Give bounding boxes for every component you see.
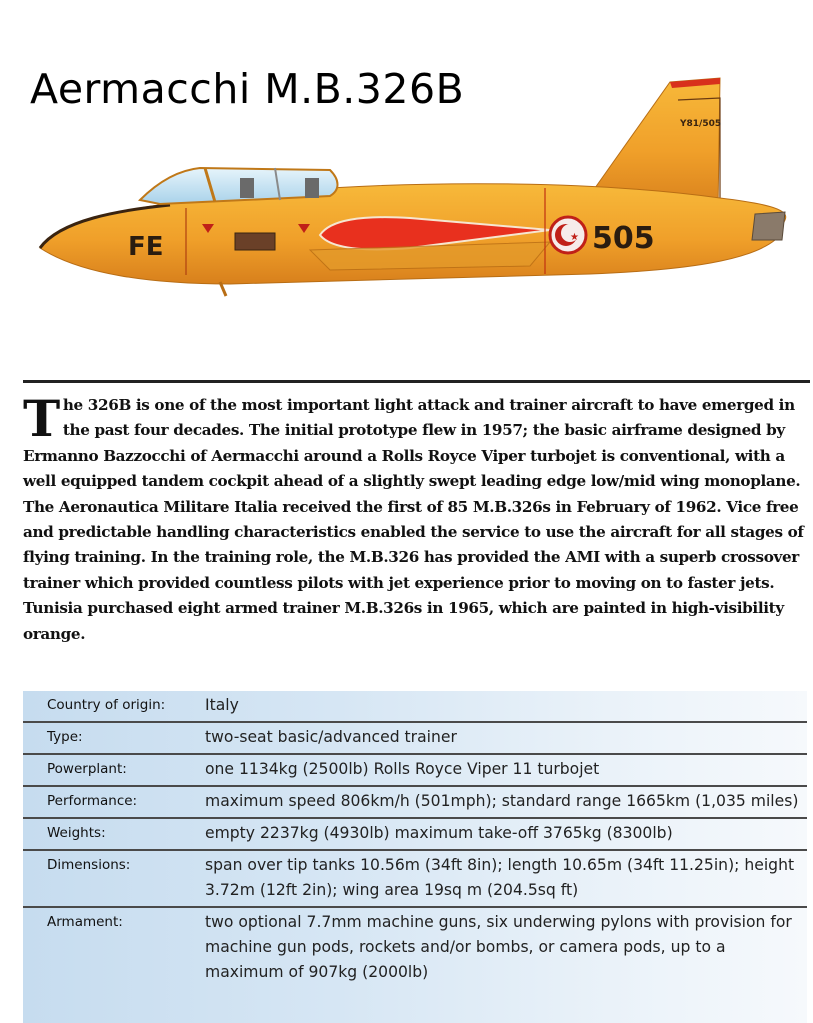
spec-value: one 1134kg (2500lb) Rolls Royce Viper 11 turbojet [205, 760, 600, 778]
svg-text:★: ★ [570, 232, 579, 243]
spec-row-dimensions [23, 851, 807, 908]
nose-code: FE [128, 232, 164, 262]
fuselage-number: 505 [592, 221, 655, 256]
article-text: he 326B is one of the most important light attack and trainer aircraft to have emerged in the past four decades. The initial prototype flew in 1957; the basic airframe designed by Ermanno Bazzocchi of Aermacchi around a Rolls Royce Viper turbojet is conventional, with a well equipped tandem cockpit ahead of a slightly swept leading edge low/mid wing monoplane. The Aeronautica Militare Italia received the first of 85 M.B.326s in February of 1962. Vice free and predictable handling characteristics enabled the service to use the aircraft for all stages of flying training. In the training role, the M.B.326 has provided the AMI with a superb crossover trainer which provided countless pilots with jet experience prior to moving on to faster jets. Tunisia purchased eight armed trainer M.B.326s in 1965, which are painted in high-visibility orange. [23, 396, 804, 643]
spec-value: span over tip tanks 10.56m (34ft 8in); length 10.65m (34ft 11.25in); height 3.72m (12ft 2in); wing area 19sq m (204.5sq ft) [205, 856, 795, 899]
spec-label: Country of origin: [47, 697, 166, 713]
spec-value: two-seat basic/advanced trainer [205, 728, 457, 746]
spec-row-performance [23, 787, 807, 819]
spec-value: empty 2237kg (4930lb) maximum take-off 3765kg (8300lb) [205, 824, 673, 842]
article-body [23, 389, 809, 647]
spec-row-country [23, 691, 807, 723]
page-title: Aermacchi M.B.326B [30, 65, 465, 114]
spec-value: two optional 7.7mm machine guns, six underwing pylons with provision for machine gun pods, rockets and/or bombs, or camera pods, up to a maximum of 907kg (2000lb) [205, 913, 792, 981]
spec-label: Armament: [47, 914, 123, 930]
tunisia-roundel [550, 217, 586, 253]
aircraft-illustration [30, 70, 810, 310]
spec-value: Italy [205, 696, 239, 714]
spec-row-armament [23, 908, 807, 988]
drop-cap: T [23, 389, 60, 448]
section-divider [23, 380, 810, 383]
spec-value: maximum speed 806km/h (501mph); standard range 1665km (1,035 miles) [205, 792, 799, 810]
spec-label: Powerplant: [47, 761, 127, 777]
spec-row-weights [23, 819, 807, 851]
spec-row-powerplant [23, 755, 807, 787]
spec-label: Weights: [47, 825, 106, 841]
tail-code: Y81/505 [680, 119, 722, 129]
spec-label: Dimensions: [47, 857, 131, 873]
spec-row-type [23, 723, 807, 755]
spec-label: Type: [47, 729, 83, 745]
spec-label: Performance: [47, 793, 138, 809]
specifications-table [23, 691, 807, 1023]
